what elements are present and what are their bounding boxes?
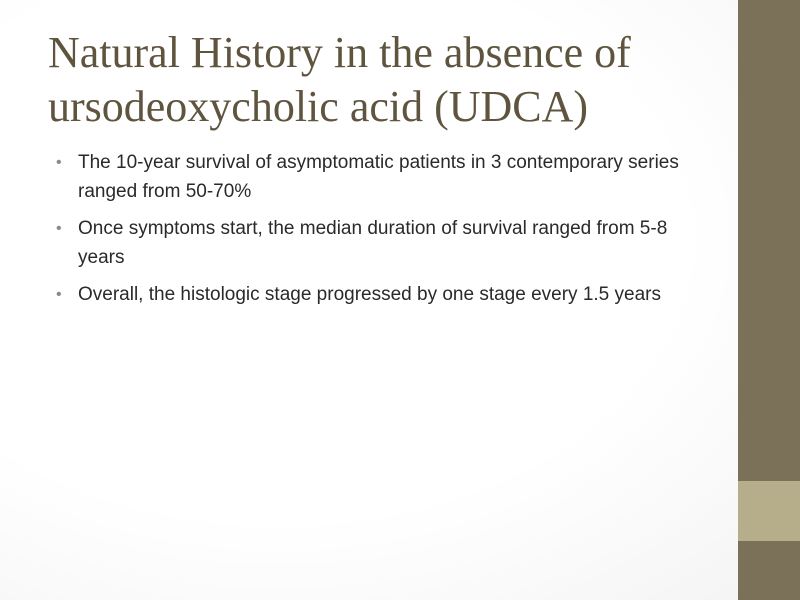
bullet-text: Overall, the histologic stage progressed by one stage every 1.5 years xyxy=(78,284,661,305)
bullet-dot-icon: • xyxy=(56,154,62,171)
bullet-item xyxy=(56,214,716,272)
bullet-dot-icon: • xyxy=(56,286,62,303)
bullet-item xyxy=(56,148,716,206)
bullet-text: Once symptoms start, the median duration of survival ranged from 5-8 years xyxy=(78,218,668,268)
sidebar-accent-block xyxy=(738,481,800,541)
slide-title: Natural History in the absence of ursodeoxycholic acid (UDCA) xyxy=(48,28,631,131)
bullet-list xyxy=(56,148,716,317)
bullet-dot-icon: • xyxy=(56,220,62,237)
bullet-text: The 10-year survival of asymptomatic patients in 3 contemporary series ranged from 50-70% xyxy=(78,152,679,202)
bullet-item xyxy=(56,280,716,309)
